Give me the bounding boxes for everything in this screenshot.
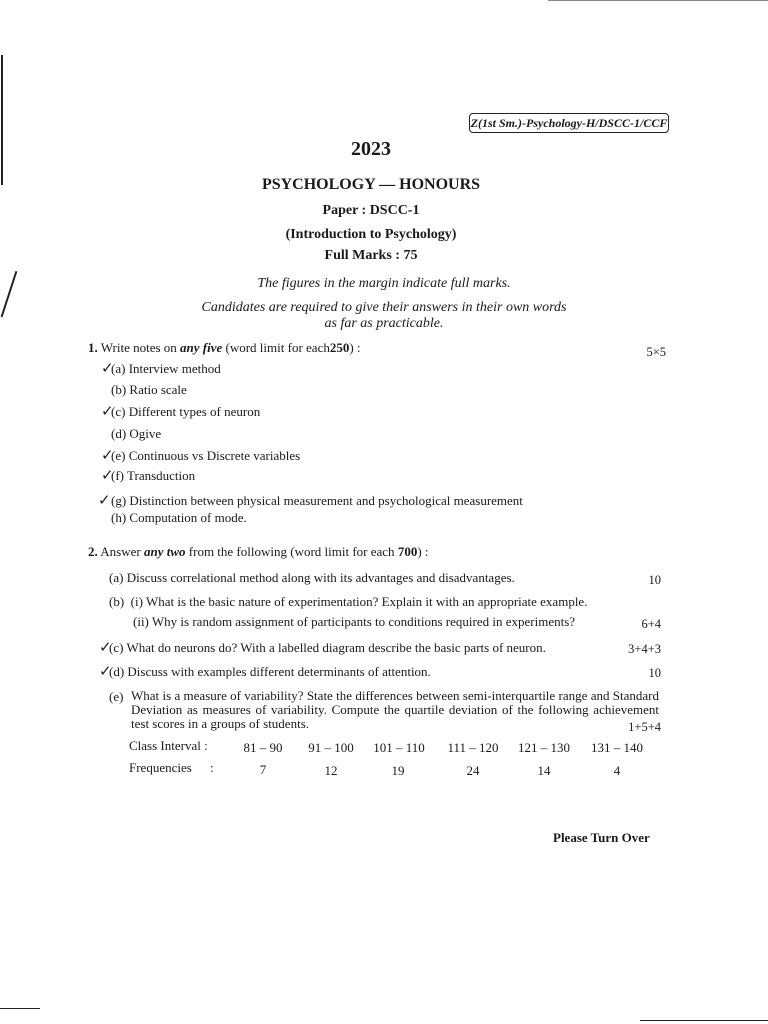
- scan-left-edge-line-lower: [0, 1008, 40, 1009]
- tick-mark-icon: ✓: [99, 662, 112, 680]
- question-1-marks: 5×5: [646, 345, 666, 359]
- item-text: Ratio scale: [129, 382, 187, 397]
- question-text: (word limit for each: [225, 340, 330, 355]
- q1-item-b: [111, 382, 187, 398]
- q2-item-e: [109, 689, 659, 731]
- tick-mark-icon: ✓: [101, 359, 114, 377]
- word-limit: 250: [329, 340, 350, 355]
- table-cell-interval: 91 – 100: [308, 740, 354, 755]
- table-cell-interval: 101 – 110: [373, 740, 425, 755]
- question-text: ) :: [417, 544, 429, 559]
- item-label: (a): [109, 570, 124, 585]
- table-cell-interval: 111 – 120: [447, 740, 499, 755]
- scan-bottom-right-line: [640, 1020, 768, 1021]
- table-cell-frequency: 19: [391, 763, 405, 778]
- question-2-heading: [88, 544, 429, 560]
- question-text: from the following (word limit for each: [188, 544, 395, 559]
- q1-item-a: [111, 361, 221, 377]
- item-label: (c): [111, 404, 126, 419]
- item-label: (e): [109, 689, 124, 704]
- table-cell-interval: 131 – 140: [591, 740, 643, 755]
- table-cell-frequency: 14: [537, 763, 551, 778]
- item-label: (c): [109, 640, 124, 655]
- q1-item-e: [111, 448, 300, 464]
- q1-item-c: [111, 404, 260, 420]
- item-text: Computation of mode.: [129, 510, 247, 525]
- item-label: (d): [111, 426, 127, 441]
- item-label: (e): [111, 448, 126, 463]
- item-label: (h): [111, 510, 127, 525]
- item-label: (g): [111, 493, 127, 508]
- item-text: Discuss with examples different determinants of attention.: [127, 664, 431, 679]
- q2-b-marks: 6+4: [641, 617, 661, 631]
- tick-mark-icon: ✓: [98, 491, 111, 509]
- question-number: 2.: [88, 544, 98, 559]
- q2-item-a: [109, 570, 515, 586]
- q1-item-d: [111, 426, 161, 442]
- item-text: Continuous vs Discrete variables: [128, 448, 301, 463]
- tick-mark-icon: ✓: [99, 638, 112, 656]
- item-label: (b): [109, 594, 125, 609]
- full-marks: Full Marks : 75: [324, 248, 418, 263]
- subject-title: PSYCHOLOGY — HONOURS: [261, 176, 481, 193]
- word-limit: 700: [397, 544, 418, 559]
- table-cell-frequency: 12: [324, 763, 338, 778]
- q1-item-f: [111, 468, 195, 484]
- item-text: Why is random assignment of participants to conditions required in experiments?: [151, 614, 576, 629]
- table-cell-interval: 121 – 130: [518, 740, 570, 755]
- q2-e-marks: 1+5+4: [628, 720, 661, 734]
- table-row-colon: :: [210, 760, 214, 775]
- table-row-label-frequencies: Frequencies: [129, 760, 192, 775]
- tick-mark-icon: ✓: [101, 446, 114, 464]
- item-text: What is a measure of variability? State the differences between semi-interquartile range and Standard Deviation as measures of variability. Compute the quartile deviation of the following achievement test scores in a groups of students.: [131, 688, 659, 731]
- paper-code: Paper : DSCC-1: [322, 203, 420, 218]
- please-turn-over: Please Turn Over: [553, 830, 650, 845]
- item-text: Discuss correlational method along with its advantages and disadvantages.: [126, 570, 515, 585]
- tick-mark-icon: ✓: [101, 466, 114, 484]
- table-cell-interval: 81 – 90: [243, 740, 283, 755]
- item-text: Different types of neuron: [128, 404, 261, 419]
- item-label: (b): [111, 382, 127, 397]
- paper-title: (Introduction to Psychology): [285, 227, 457, 242]
- table-row-label-intervals: Class Interval :: [129, 738, 208, 753]
- table-cell-frequency: 7: [259, 762, 267, 777]
- q2-item-b-ii: [133, 614, 575, 630]
- question-text: Write notes on: [100, 340, 177, 355]
- scan-left-edge-line: [1, 55, 3, 185]
- instruction-line-3: as far as practicable.: [324, 316, 444, 331]
- table-cell-frequency: 24: [466, 763, 480, 778]
- q2-item-c: [109, 640, 546, 656]
- item-label: (d): [109, 664, 125, 679]
- item-text: What is the basic nature of experimentation? Explain it with an appropriate example.: [145, 594, 588, 609]
- item-text: What do neurons do? With a labelled diagram describe the basic parts of neuron.: [126, 640, 546, 655]
- q1-item-g: [111, 493, 523, 509]
- subitem-label: (ii): [133, 614, 149, 629]
- q2-a-marks: 10: [648, 573, 661, 587]
- exam-year: 2023: [351, 138, 391, 160]
- q1-item-h: [111, 510, 247, 526]
- tick-mark-icon: ✓: [101, 402, 114, 420]
- q2-item-b-i: [109, 594, 587, 610]
- q2-d-marks: 10: [648, 666, 661, 680]
- item-text: Interview method: [128, 361, 221, 376]
- item-text: Ogive: [129, 426, 162, 441]
- question-number: 1.: [88, 340, 98, 355]
- item-label: (f): [111, 468, 124, 483]
- item-text: Distinction between physical measurement and psychological measurement: [129, 493, 523, 508]
- subitem-label: (i): [130, 594, 143, 609]
- q2-c-marks: 3+4+3: [628, 642, 661, 656]
- item-label: (a): [111, 361, 126, 376]
- scan-top-right-line: [548, 0, 768, 1]
- instruction-line-1: The figures in the margin indicate full marks.: [257, 276, 511, 291]
- question-emphasis: any two: [143, 544, 186, 559]
- question-1-heading: [88, 340, 361, 356]
- paper-code-box: Z(1st Sm.)-Psychology-H/DSCC-1/CCF: [469, 113, 669, 133]
- q2-item-d: [109, 664, 431, 680]
- question-emphasis: any five: [180, 340, 223, 355]
- instruction-line-2: Candidates are required to give their answers in their own words: [201, 300, 567, 315]
- question-text: ) :: [349, 340, 361, 355]
- table-cell-frequency: 4: [613, 763, 621, 778]
- item-text: Transduction: [127, 468, 196, 483]
- question-text: Answer: [100, 544, 141, 559]
